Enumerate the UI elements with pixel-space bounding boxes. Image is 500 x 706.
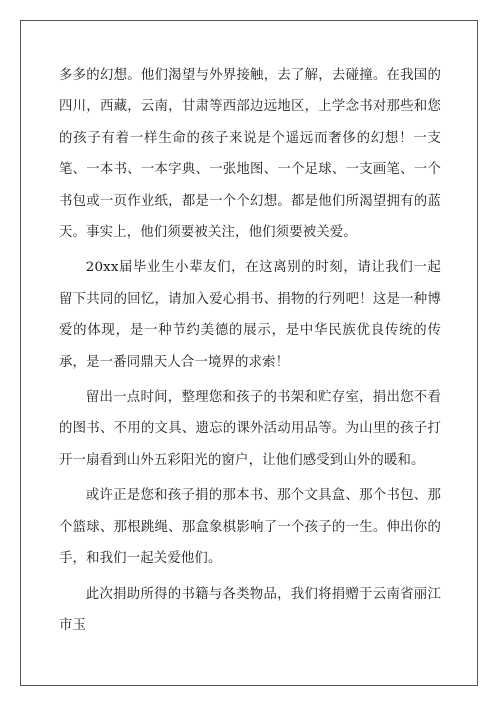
paragraph-1: 多多的幻想。他们渴望与外界接触，去了解，去碰撞。在我国的四川，西藏，云南，甘肃等西部边远地区，上学念书对那些和您的孩子有着一样生命的孩子来说是个遥远而奢侈的幻想！一支笔、一本书、一本字典、一张地图、一个足球、一支画笔、一个书包或一页作业纸，都是一个个幻想。都是他们所渴望拥有的蓝天。事实上，他们须要被关注，他们须要被关爱。	[59, 68, 441, 241]
paragraph-3: 留出一点时间，整理您和孩子的书架和贮存室，捐出您不看的图书、不用的文具、遗忘的课外活动用品等。为山里的孩子打开一扇看到山外五彩阳光的窗户，让他们感受到山外的暖和。	[59, 390, 441, 468]
paragraph-4: 或许正是您和孩子捐的那本书、那个文具盒、那个书包、那个篮球、那根跳绳、那盒象棋影响了一个孩子的一生。伸出你的手，和我们一起关爱他们。	[59, 488, 441, 567]
document-body	[59, 60, 441, 645]
paragraph-2: 20xx届毕业生小辈友们，在这离别的时刻，请让我们一起留下共同的回忆，请加入爱心捐书、捐物的行列吧！这是一种博爱的体现，是一种节约美德的展示，是中华民族优良传统的传承，是一番同鼎天人合一境界的求索！	[59, 260, 441, 370]
paragraph-5: 此次捐助所得的书籍与各类物品，我们将捐赠于云南省丽江市玉	[59, 586, 441, 633]
